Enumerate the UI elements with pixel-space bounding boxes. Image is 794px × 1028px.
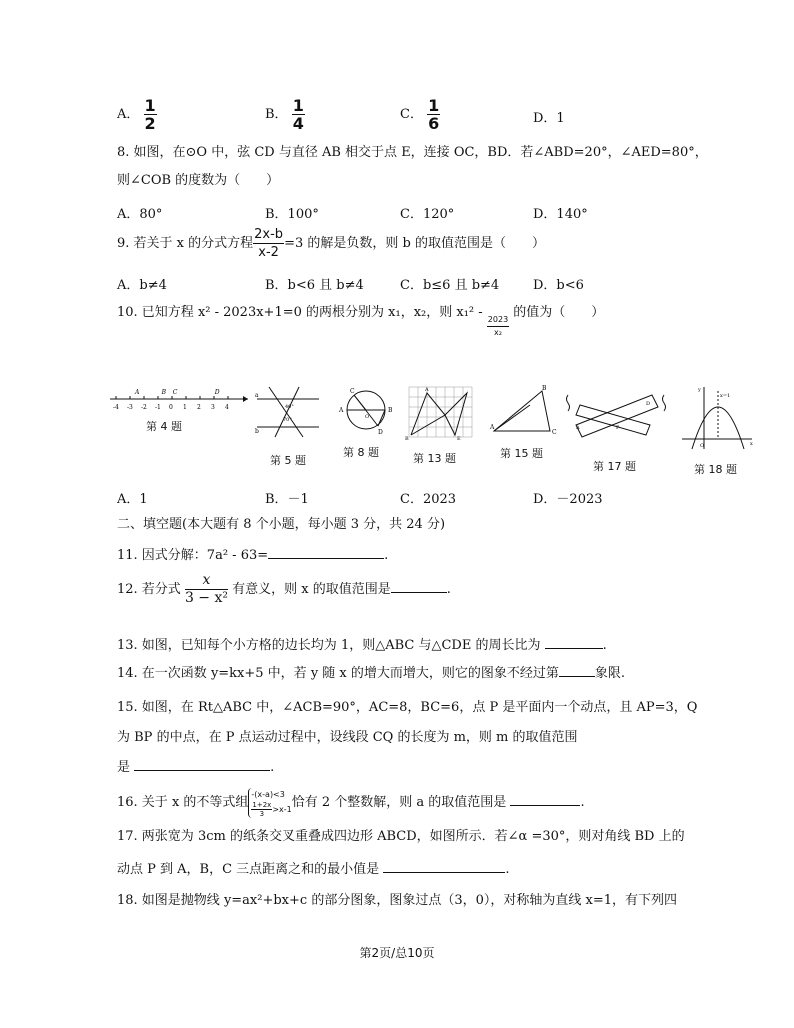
q17-line1: 17. 两张宽为 3cm 的纸条交叉重叠成四边形 ABCD，如图所示．若∠α =30°，则对角线 BD 上的 <box>117 829 685 844</box>
q14: 14. 在一次函数 y=kx+5 中，若 y 随 x 的增大而增大，则它的图象不经过第 象限. <box>117 666 626 681</box>
q8-option-c: C．120° <box>400 207 455 222</box>
q15-answer-blank[interactable] <box>134 758 270 771</box>
q15-line3: 是 . <box>117 760 275 775</box>
q11-answer-blank[interactable] <box>268 546 384 559</box>
fig18-axis-label: x=1 <box>720 393 731 399</box>
fig15-triangle-diagram <box>490 385 558 435</box>
q12-fraction: $\frac{x}{\text{3 − x²}}$ <box>184 572 228 606</box>
svg-text:O: O <box>365 414 370 420</box>
svg-text:B: B <box>542 385 547 392</box>
svg-text:A: A <box>339 407 344 414</box>
q11: 11. 因式分解：7a² - 63= . <box>117 548 389 563</box>
fig4-point-label: D <box>214 389 220 396</box>
svg-text:y: y <box>698 387 701 393</box>
svg-text:B: B <box>405 436 409 442</box>
q8-line1: 8. 如图，在⊙O 中，弦 CD 与直径 AB 相交于点 E，连接 OC，BD．若∠ABD=20°，∠AED=80°， <box>117 145 708 160</box>
fig8-caption: 第 8 题 <box>343 446 379 459</box>
fig4-tick-label: 2 <box>197 404 201 411</box>
fig4-tick-label: 3 <box>211 404 215 411</box>
fig8-circle-diagram <box>338 385 398 435</box>
fig5-caption: 第 5 题 <box>270 454 306 467</box>
q13-answer-blank[interactable] <box>545 636 603 649</box>
q9-option-b: B．b<6 且 b≠4 <box>265 278 364 293</box>
q14-answer-blank[interactable] <box>559 664 595 677</box>
q9-stem: 9. 若关于 x 的分式方程 $\frac{2x-b}{x-2}$ =3 的解是负数，则 b 的取值范围是（ ） <box>117 227 545 260</box>
fig4-tick-label: -4 <box>113 404 119 411</box>
q7-option-c: C． $\frac{1}{6}$ <box>400 96 440 133</box>
fig4-number-line <box>110 385 250 415</box>
q8-option-d: D．140° <box>533 207 588 222</box>
q7-option-b-fraction: $\frac{1}{4}$ <box>292 96 304 133</box>
q16-answer-blank[interactable] <box>510 793 580 806</box>
fig4-tick-label: 0 <box>169 404 173 411</box>
svg-text:70°: 70° <box>283 417 292 423</box>
fig4-point-label: B <box>161 389 167 396</box>
q16: 16. 关于 x 的不等式组 -(x-a)<3 $\frac{1+2x}{3}$ >x-1 恰有 2 个整数解，则 a 的取值范围是 . <box>117 789 585 818</box>
svg-text:a: a <box>255 392 259 399</box>
fig4-tick-label: 4 <box>225 404 229 411</box>
q17-answer-blank[interactable] <box>383 860 505 873</box>
q9-fraction: $\frac{2x-b}{x-2}$ <box>254 227 284 260</box>
q16-system-fraction: $\frac{1+2x}{3}$ <box>252 800 272 818</box>
q10-option-b: B．－1 <box>265 492 309 507</box>
q16-inequality-system: -(x-a)<3 $\frac{1+2x}{3}$ >x-1 <box>248 788 291 818</box>
q7-option-b: B． $\frac{1}{4}$ <box>265 96 304 133</box>
q9-option-c: C．b≤6 且 b≠4 <box>400 278 500 293</box>
fig5-parallel-lines-diagram <box>255 385 321 437</box>
svg-text:E: E <box>457 436 461 442</box>
q10-option-d: D．－2023 <box>533 492 603 507</box>
fig15-caption: 第 15 题 <box>500 447 543 460</box>
svg-text:D: D <box>378 429 383 436</box>
q9-option-d: D．b<6 <box>533 278 584 293</box>
q10-option-c: C．2023 <box>400 492 457 507</box>
q7-option-c-fraction: $\frac{1}{6}$ <box>428 96 440 133</box>
svg-text:B: B <box>388 407 393 414</box>
q8-option-a: A．80° <box>117 207 163 222</box>
fig4-tick-label: -3 <box>127 404 133 411</box>
svg-text:A: A <box>490 424 495 431</box>
q7-option-a: A． $\frac{1}{2}$ <box>117 96 156 133</box>
q7-option-d: D．1 <box>533 111 565 126</box>
fig4-tick-label: -2 <box>141 404 147 411</box>
fig4-point-label: A <box>135 389 140 396</box>
q15-line2: 为 BP 的中点，在 P 点运动过程中，设线段 CQ 的长度为 m，则 m 的取值范围 <box>117 730 578 745</box>
fig17-caption: 第 17 题 <box>593 460 636 473</box>
q12-answer-blank[interactable] <box>391 580 447 593</box>
svg-text:A: A <box>425 387 429 393</box>
svg-text:40°: 40° <box>285 404 294 410</box>
fig4-tick-label: 1 <box>183 404 187 411</box>
fig13-grid-triangles-diagram <box>405 385 475 441</box>
svg-text:P: P <box>616 425 620 431</box>
q10-option-a: A．1 <box>117 492 148 507</box>
q18-line1: 18. 如图是抛物线 y=ax²+bx+c 的部分图象，图象过点（3，0），对称轴为直线 x=1，有下列四 <box>117 893 677 908</box>
page-footer: 第2页/总10页 <box>359 946 435 960</box>
q8-line2: 则∠COB 的度数为（ ） <box>117 173 280 188</box>
fig18-caption: 第 18 题 <box>694 463 737 476</box>
q15-line1: 15. 如图，在 Rt△ABC 中，∠ACB=90°，AC=8，BC=6，点 P 是平面内一个动点，且 AP=3，Q <box>117 700 698 715</box>
fig4-point-label: C <box>172 389 178 396</box>
svg-text:C: C <box>552 429 557 436</box>
fig17-crossed-strips-diagram <box>566 385 670 445</box>
q10-fraction: $\frac{2023}{\text{x₂}}$ <box>487 315 509 337</box>
q7-option-a-fraction: $\frac{1}{2}$ <box>144 96 156 133</box>
section-2-heading: 二、填空题(本大题有 8 个小题，每小题 3 分，共 24 分) <box>117 517 446 532</box>
svg-text:x: x <box>750 441 753 447</box>
svg-text:C: C <box>350 388 355 395</box>
svg-text:D: D <box>646 401 651 407</box>
q12: 12. 若分式 $\frac{x}{\text{3 − x²}}$ 有意义，则 x 的取值范围是 . <box>117 572 451 606</box>
fig18-parabola-diagram <box>678 385 754 453</box>
q8-option-b: B．100° <box>265 207 319 222</box>
svg-text:O: O <box>700 443 705 449</box>
q10-stem: 10. 已知方程 x² - 2023x+1=0 的两根分别为 x₁，x₂，则 x₁² - $\frac{2023}{\text{x₂}}$ 的值为（ ） <box>117 305 605 337</box>
q13: 13. 如图，已知每个小方格的边长均为 1，则△ABC 与△CDE 的周长比为 . <box>117 638 607 653</box>
fig4-caption: 第 4 题 <box>146 420 182 433</box>
fig13-caption: 第 13 题 <box>413 452 456 465</box>
svg-text:A: A <box>576 425 580 431</box>
svg-text:b: b <box>255 428 259 435</box>
q9-option-a: A．b≠4 <box>117 278 167 293</box>
fig4-tick-label: -1 <box>155 404 161 411</box>
q17-line2: 动点 P 到 A，B，C 三点距离之和的最小值是 . <box>117 862 510 877</box>
